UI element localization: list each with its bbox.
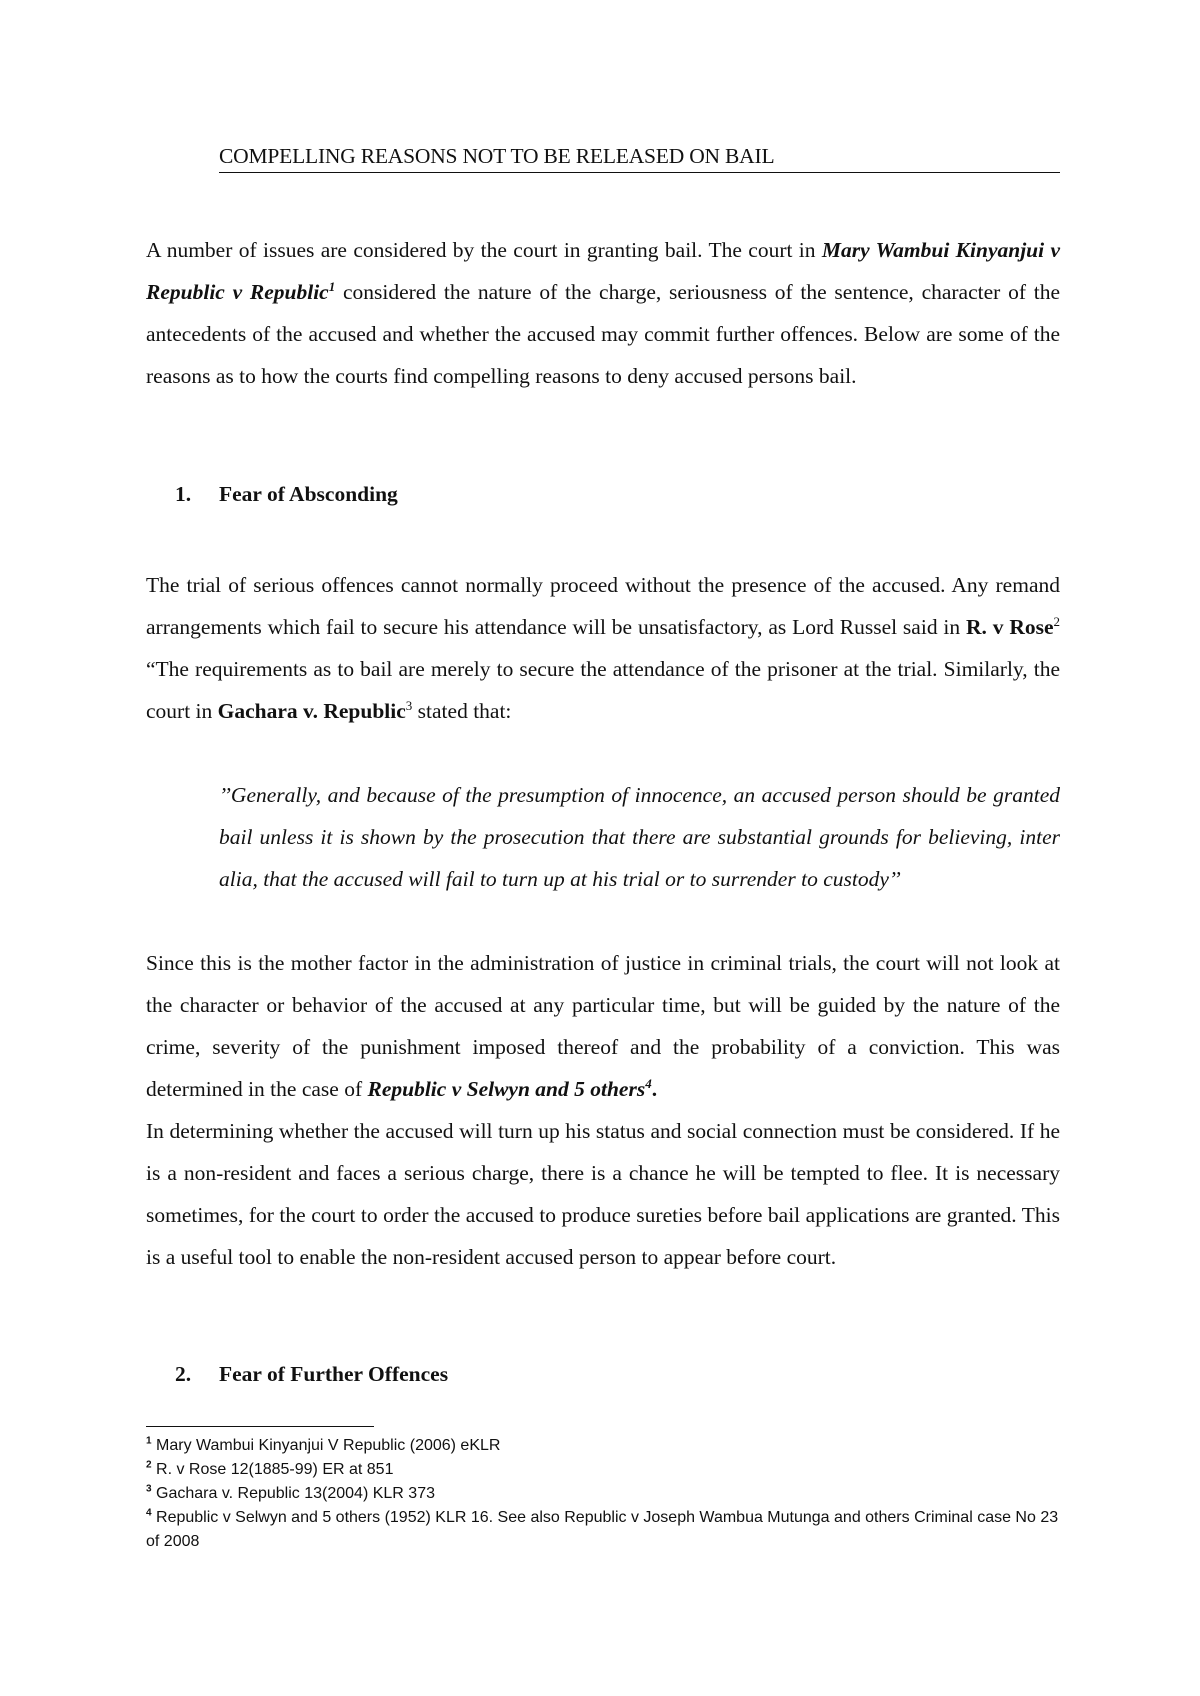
- case-citation: Mary Wambui Kinyanjui v Republic v Republic: [146, 238, 1060, 304]
- paragraph-text: Since this is the mother factor in the administration of justice in criminal trials, the court will not look at the character or behavior of the accused at any particular time, but will be guided by the nature of the crime, severity of the punishment imposed thereof and the probability of a conviction. This was determined in the case of: [146, 951, 1060, 1101]
- footnote-number: 1: [146, 1435, 152, 1447]
- paragraph-text: .: [651, 1077, 658, 1101]
- status-paragraph: In determining whether the accused will turn up his status and social connection must be considered. If he is a non-resident and faces a serious charge, there is a chance he will be tempted to flee. It is necessary sometimes, for the court to order the accused to produce sureties before bail applications are granted. This is a useful tool to enable the non-resident accused person to appear before court.: [146, 1119, 1060, 1269]
- footnote-item: [146, 1506, 1060, 1554]
- footnote-text: Mary Wambui Kinyanjui V Republic (2006) eKLR: [151, 1437, 501, 1454]
- paragraph-text: stated that:: [412, 699, 512, 723]
- footnote-number: 3: [146, 1483, 152, 1495]
- footnote-text: Republic v Selwyn and 5 others (1952) KLR 16. See also Republic v Joseph Wambua Mutunga and others Criminal case No 23 of 2008: [146, 1509, 1059, 1550]
- section-heading-2: [175, 1362, 448, 1387]
- absconding-paragraph: [146, 564, 1060, 732]
- footnote-item: [146, 1482, 1060, 1506]
- footnote-ref[interactable]: 3: [405, 697, 413, 713]
- section-heading-1: [175, 482, 398, 507]
- footnote-text: R. v Rose 12(1885-99) ER at 851: [151, 1461, 394, 1478]
- section-number: 1.: [175, 482, 192, 506]
- block-quote: ’’Generally, and because of the presumption of innocence, an accused person should be granted bail unless it is shown by the prosecution that there are substantial grounds for believing, inter alia, that the accused will fail to turn up at his trial or to surrender to custody’’: [219, 783, 1060, 891]
- footnote-separator: [146, 1426, 374, 1427]
- footnote-text: Gachara v. Republic 13(2004) KLR 373: [151, 1485, 435, 1502]
- footnote-ref[interactable]: 1: [328, 278, 336, 294]
- footnote-number: 2: [146, 1459, 152, 1471]
- footnote-number: 4: [146, 1507, 152, 1519]
- case-citation: Republic v Selwyn and 5 others: [367, 1077, 646, 1101]
- intro-text-2: considered the nature of the charge, seriousness of the sentence, character of the antecedents of the accused and whether the accused may commit further offences. Below are some of the reasons as to how the courts find compelling reasons to deny accused persons bail.: [146, 280, 1061, 388]
- title-underline: [219, 144, 1060, 173]
- footnote-ref[interactable]: 2: [1053, 613, 1061, 629]
- case-citation: R. v Rose: [965, 615, 1054, 639]
- footnote-item: [146, 1434, 1060, 1458]
- case-citation: Gachara v. Republic: [217, 699, 406, 723]
- footnotes: [146, 1434, 1060, 1554]
- section-heading-text: Fear of Further Offences: [219, 1362, 449, 1386]
- page-title: COMPELLING REASONS NOT TO BE RELEASED ON BAIL: [219, 144, 775, 168]
- footnote-item: [146, 1458, 1060, 1482]
- section-number: 2.: [175, 1362, 192, 1386]
- intro-paragraph: [146, 229, 1060, 397]
- paragraph-text: “The requirements as to bail are merely to secure the attendance of the prisoner at the trial. Similarly, the court in: [146, 657, 1060, 723]
- mother-factor-paragraph: [146, 942, 1060, 1110]
- intro-text-1: A number of issues are considered by the court in granting bail. The court in: [146, 238, 822, 262]
- footnote-ref[interactable]: 4: [645, 1075, 652, 1091]
- paragraph-text: The trial of serious offences cannot normally proceed without the presence of the accused. Any remand arrangements which fail to secure his attendance will be unsatisfactory, as Lord Russel said in: [146, 573, 1060, 639]
- section-heading-text: Fear of Absconding: [219, 482, 398, 506]
